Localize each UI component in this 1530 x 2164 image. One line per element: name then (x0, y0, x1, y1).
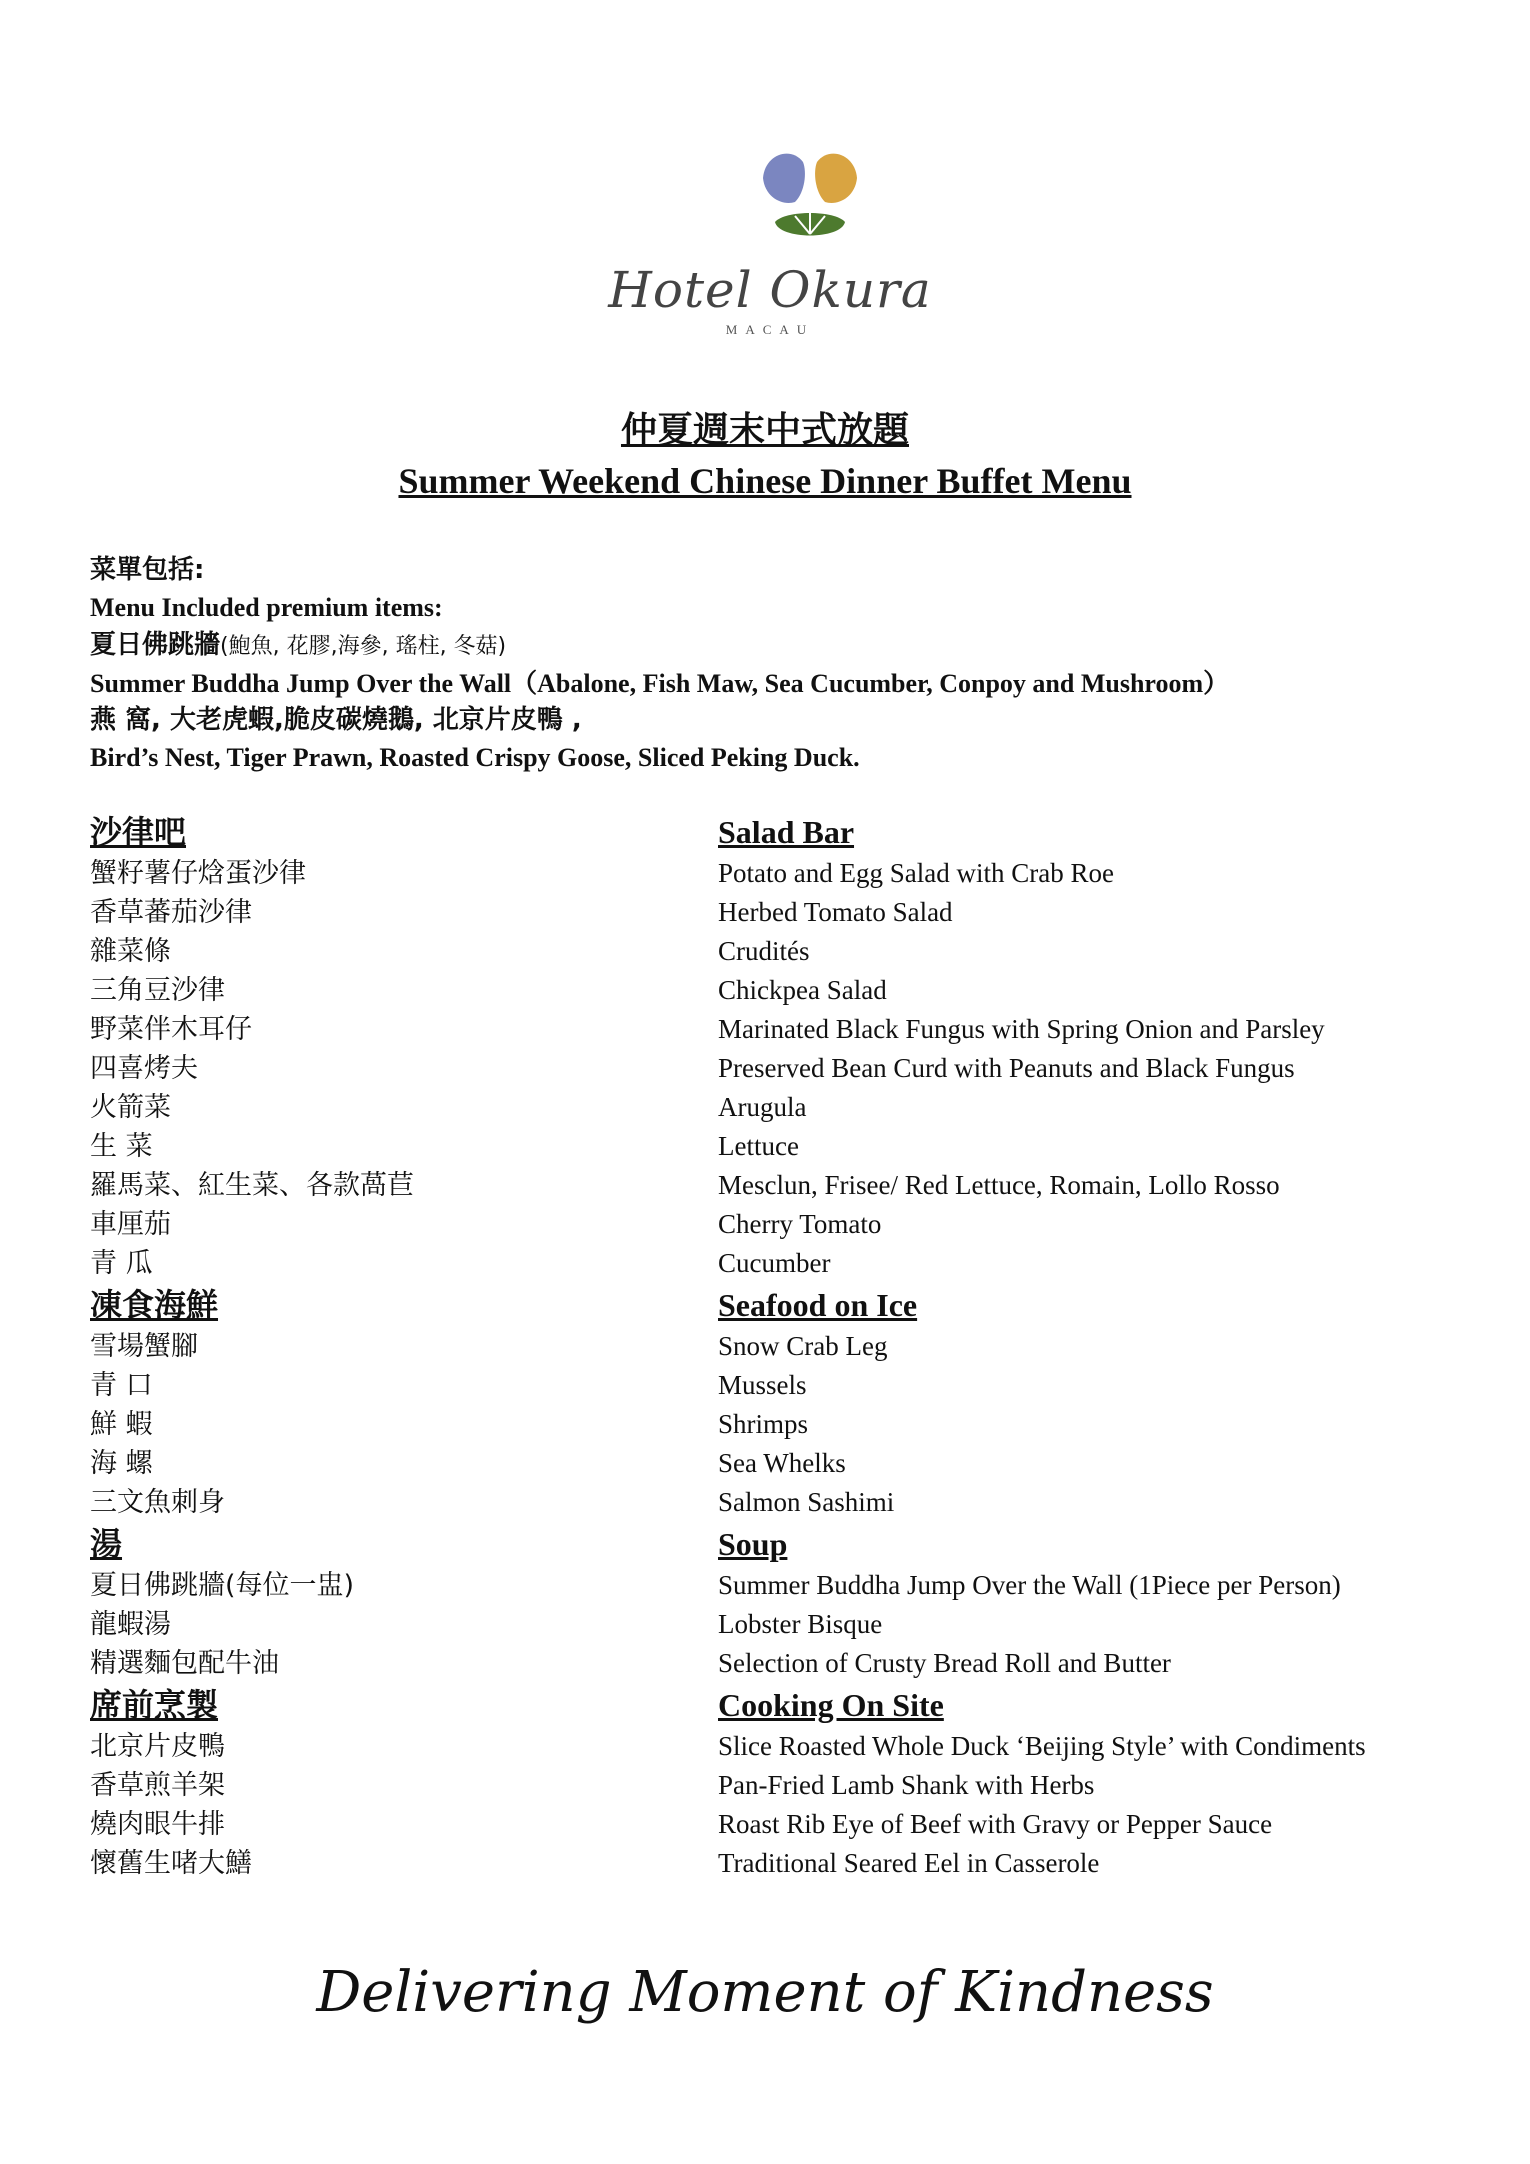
menu-item-en: Summer Buddha Jump Over the Wall (1Piece per Person) (718, 1570, 1341, 1600)
menu-item-zh: 車厘茄 (90, 1209, 171, 1240)
menu-column-english (718, 810, 1438, 1883)
menu-item-en: Slice Roasted Whole Duck ‘Beijing Style’ with Condiments (718, 1731, 1366, 1761)
menu-column-chinese (90, 810, 650, 1883)
menu-item-en: Shrimps (718, 1409, 809, 1439)
intro-item1-english: Summer Buddha Jump Over the Wall（Abalone, Fish Maw, Sea Cucumber, Conpoy and Mushroom） (90, 669, 1230, 698)
hotel-logo-emblem (755, 140, 865, 250)
menu-item-zh: 夏日佛跳牆(每位一盅) (90, 1570, 355, 1601)
menu-item-zh: 三文魚刺身 (90, 1487, 225, 1518)
menu-item-zh: 鮮 蝦 (90, 1409, 153, 1440)
menu-item-zh: 青 口 (90, 1370, 153, 1401)
section-heading-soup-en: Soup (718, 1526, 788, 1562)
menu-item-zh: 海 螺 (90, 1448, 153, 1479)
menu-item-zh: 精選麵包配牛油 (90, 1648, 279, 1679)
menu-item-zh: 北京片皮鴨 (90, 1731, 225, 1762)
menu-item-zh: 野菜伴木耳仔 (90, 1014, 252, 1045)
intro-item1-chinese-name: 夏日佛跳牆 (90, 630, 221, 660)
menu-item-en: Chickpea Salad (718, 975, 887, 1005)
menu-item-en: Snow Crab Leg (718, 1331, 888, 1361)
page-title-english: Summer Weekend Chinese Dinner Buffet Menu (398, 461, 1132, 501)
menu-item-en: Arugula (718, 1092, 807, 1122)
menu-item-en: Roast Rib Eye of Beef with Gravy or Pepper Sauce (718, 1809, 1273, 1839)
menu-item-zh: 燒肉眼牛排 (90, 1809, 225, 1840)
hotel-logo-location: MACAU (725, 322, 815, 337)
menu-item-zh: 青 瓜 (90, 1248, 153, 1279)
menu-item-en: Mesclun, Frisee/ Red Lettuce, Romain, Lollo Rosso (718, 1170, 1280, 1200)
menu-item-zh: 火箭菜 (90, 1092, 171, 1123)
intro-item2-chinese: 燕 窩, 大老虎蝦,脆皮碳燒鵝, 北京片皮鴨 , (90, 705, 582, 735)
menu-item-en: Cherry Tomato (718, 1209, 882, 1239)
section-heading-salad-zh: 沙律吧 (90, 813, 187, 851)
intro-item1-chinese-note: (鮑魚, 花膠,海參, 瑤柱, 冬菇) (220, 634, 507, 659)
menu-item-zh: 三角豆沙律 (90, 975, 225, 1006)
menu-item-en: Lettuce (718, 1131, 799, 1161)
menu-item-zh: 羅馬菜、紅生菜、各款萵苣 (90, 1170, 414, 1201)
menu-item-en: Herbed Tomato Salad (718, 897, 953, 927)
section-heading-cooking-en: Cooking On Site (718, 1687, 944, 1723)
menu-item-en: Selection of Crusty Bread Roll and Butter (718, 1648, 1171, 1678)
section-heading-soup-zh: 湯 (90, 1525, 123, 1563)
menu-item-zh: 蟹籽薯仔焓蛋沙律 (90, 858, 306, 889)
menu-item-zh: 懷舊生啫大鱔 (90, 1848, 252, 1879)
page-title-chinese: 仲夏週末中式放題 (620, 410, 909, 451)
intro-label-english: Menu Included premium items: (90, 593, 443, 622)
menu-item-zh: 香草蕃茄沙律 (90, 897, 252, 928)
menu-item-en: Pan-Fried Lamb Shank with Herbs (718, 1770, 1095, 1800)
menu-item-en: Crudités (718, 936, 810, 966)
premium-items-intro (90, 552, 1450, 776)
menu-item-zh: 香草煎羊架 (90, 1770, 225, 1801)
intro-label-chinese: 菜單包括: (90, 555, 205, 585)
menu-item-zh: 四喜烤夫 (90, 1053, 198, 1084)
menu-item-en: Preserved Bean Curd with Peanuts and Black Fungus (718, 1053, 1295, 1083)
menu-item-zh: 生 菜 (90, 1131, 153, 1162)
menu-item-en: Mussels (718, 1370, 807, 1400)
menu-item-en: Traditional Seared Eel in Casserole (718, 1848, 1100, 1878)
menu-item-en: Potato and Egg Salad with Crab Roe (718, 858, 1114, 888)
menu-item-zh: 雜菜條 (90, 936, 171, 967)
intro-item2-english: Bird’s Nest, Tiger Prawn, Roasted Crispy Goose, Sliced Peking Duck. (90, 743, 860, 772)
section-heading-cooking-zh: 席前烹製 (90, 1686, 219, 1724)
intro-item1-chinese (90, 626, 1450, 665)
section-heading-salad-en: Salad Bar (718, 814, 855, 850)
section-heading-seafood-en: Seafood on Ice (718, 1287, 918, 1323)
menu-item-en: Cucumber (718, 1248, 831, 1278)
hotel-logo-wordmark: Hotel Okura (608, 261, 932, 319)
menu-item-en: Marinated Black Fungus with Spring Onion and Parsley (718, 1014, 1325, 1044)
menu-item-en: Sea Whelks (718, 1448, 846, 1478)
menu-item-zh: 龍蝦湯 (90, 1609, 171, 1640)
menu-item-en: Salmon Sashimi (718, 1487, 895, 1517)
footer-tagline: Delivering Moment of Kindness (316, 1960, 1214, 2025)
section-heading-seafood-zh: 凍食海鮮 (90, 1286, 219, 1324)
menu-item-zh: 雪場蟹腳 (90, 1331, 198, 1362)
menu-item-en: Lobster Bisque (718, 1609, 883, 1639)
